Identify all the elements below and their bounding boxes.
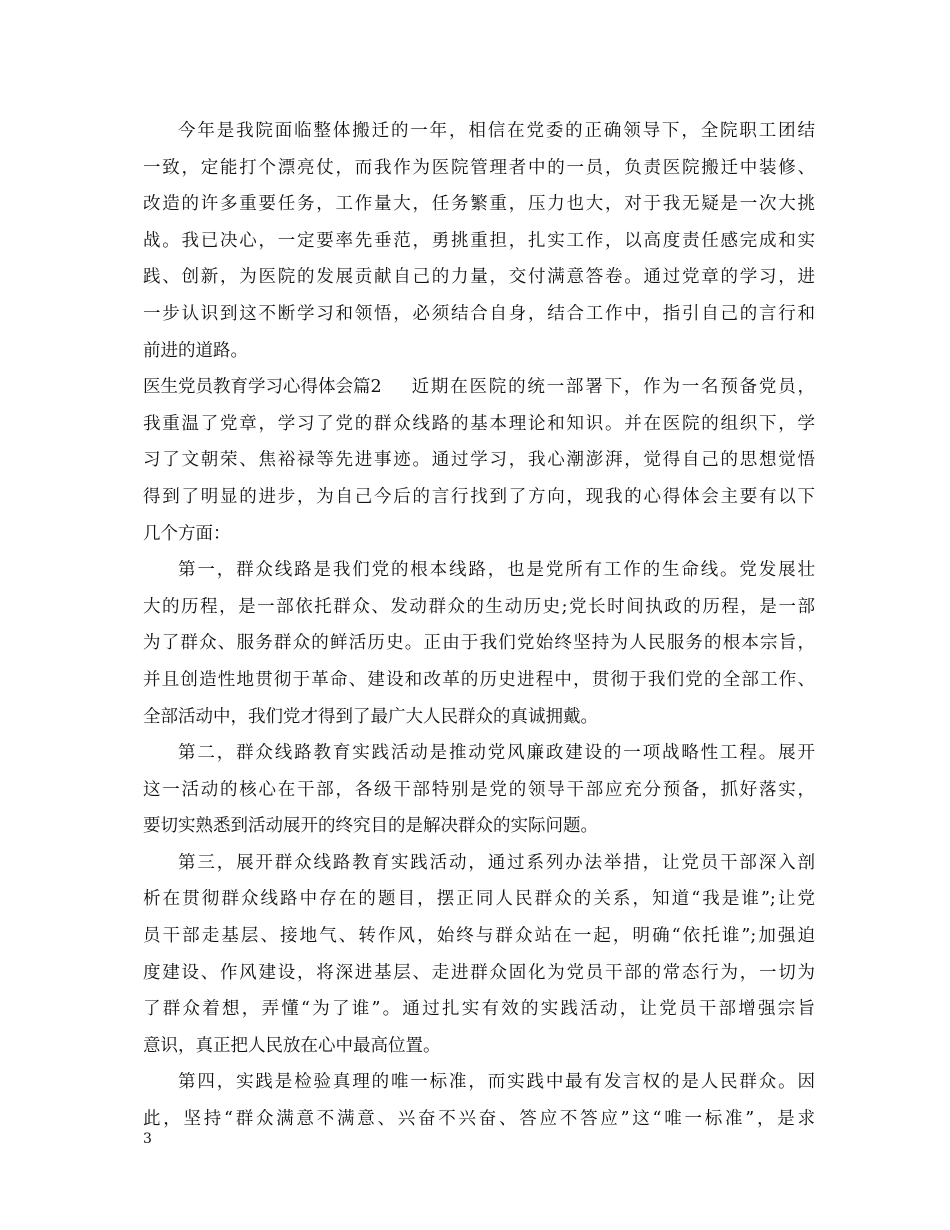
document-body (143, 113, 815, 1138)
section-heading-line (143, 369, 815, 406)
section-heading: 医生党员教育学习心得体会篇2 (143, 377, 382, 398)
text-line: 此，坚持“群众满意不满意、兴奋不兴奋、答应不答应”这“唯一标准”，是求 (143, 1109, 815, 1130)
text-line: 第二，群众线路教育实践活动是推动党风廉政建设的一项战略性工程。展开 (178, 743, 815, 764)
text-line: 员干部走基层、接地气、转作风，始终与群众站在一起，明确“依托谁”;加强迫 (143, 926, 815, 947)
text-line: 第三，展开群众线路教育实践活动，通过系列办法举措，让党员干部深入剖 (178, 852, 815, 873)
text-line: 践、创新，为医院的发展贡献自己的力量，交付满意答卷。通过党章的学习，进 (143, 267, 815, 288)
text-line: 这一活动的核心在干部，各级干部特别是党的领导干部应充分预备，抓好落实， (143, 779, 815, 800)
text-line: 全部活动中，我们党才得到了最广大人民群众的真诚拥戴。 (143, 706, 598, 727)
text-line: 要切实熟悉到活动展开的终究目的是解决群众的实际问题。 (143, 816, 598, 837)
text-line: 意识，真正把人民放在心中最高位置。 (143, 1035, 441, 1056)
text-line: 为了群众、服务群众的鲜活历史。正由于我们党始终坚持为人民服务的根本宗旨， (143, 633, 815, 654)
text-line: 大的历程，是一部依托群众、发动群众的生动历史;党长时间执政的历程，是一部 (143, 596, 815, 617)
text-line: 近期在医院的统一部署下，作为一名预备党员， (411, 377, 815, 398)
text-line: 得到了明显的进步，为自己今后的言行找到了方向，现我的心得体会主要有以下 (143, 486, 815, 507)
text-line: 析在贯彻群众线路中存在的题目，摆正同人民群众的关系，知道“我是谁”;让党 (143, 889, 815, 910)
text-line: 度建设、作风建设，将深进基层、走进群众固化为党员干部的常态行为，一切为 (143, 962, 815, 983)
text-line: 今年是我院面临整体搬迁的一年，相信在党委的正确领导下，全院职工团结 (178, 121, 815, 141)
page-number: 3 (143, 1131, 152, 1147)
text-line: 几个方面： (143, 523, 231, 544)
text-line: 第一，群众线路是我们党的根本线路，也是党所有工作的生命线。党发展壮 (178, 560, 815, 581)
text-line: 第四，实践是检验真理的唯一标准，而实践中最有发言权的是人民群众。因 (178, 1072, 815, 1093)
text-line: 一致，定能打个漂亮仗，而我作为医院管理者中的一员，负责医院搬迁中装修、 (143, 157, 815, 178)
text-line: 并且创造性地贯彻于革命、建设和改革的历史进程中，贯彻于我们党的全部工作、 (143, 669, 815, 690)
text-line: 习了文朝荣、焦裕禄等先进事迹。通过学习，我心潮澎湃，觉得自己的思想觉悟 (143, 450, 815, 471)
text-line: 我重温了党章，学习了党的群众线路的基本理论和知识。并在医院的组织下，学 (143, 413, 815, 434)
text-line: 一步认识到这不断学习和领悟，必须结合自身，结合工作中，指引自己的言行和 (143, 303, 815, 324)
text-line: 了群众着想，弄懂“为了谁”。通过扎实有效的实践活动，让党员干部增强宗旨 (143, 999, 815, 1020)
text-line: 前进的道路。 (143, 340, 248, 361)
text-line: 战。我已决心，一定要率先垂范，勇挑重担，扎实工作，以高度责任感完成和实 (143, 230, 815, 251)
text-line: 改造的许多重要任务，工作量大，任务繁重，压力也大，对于我无疑是一次大挑 (143, 194, 815, 215)
